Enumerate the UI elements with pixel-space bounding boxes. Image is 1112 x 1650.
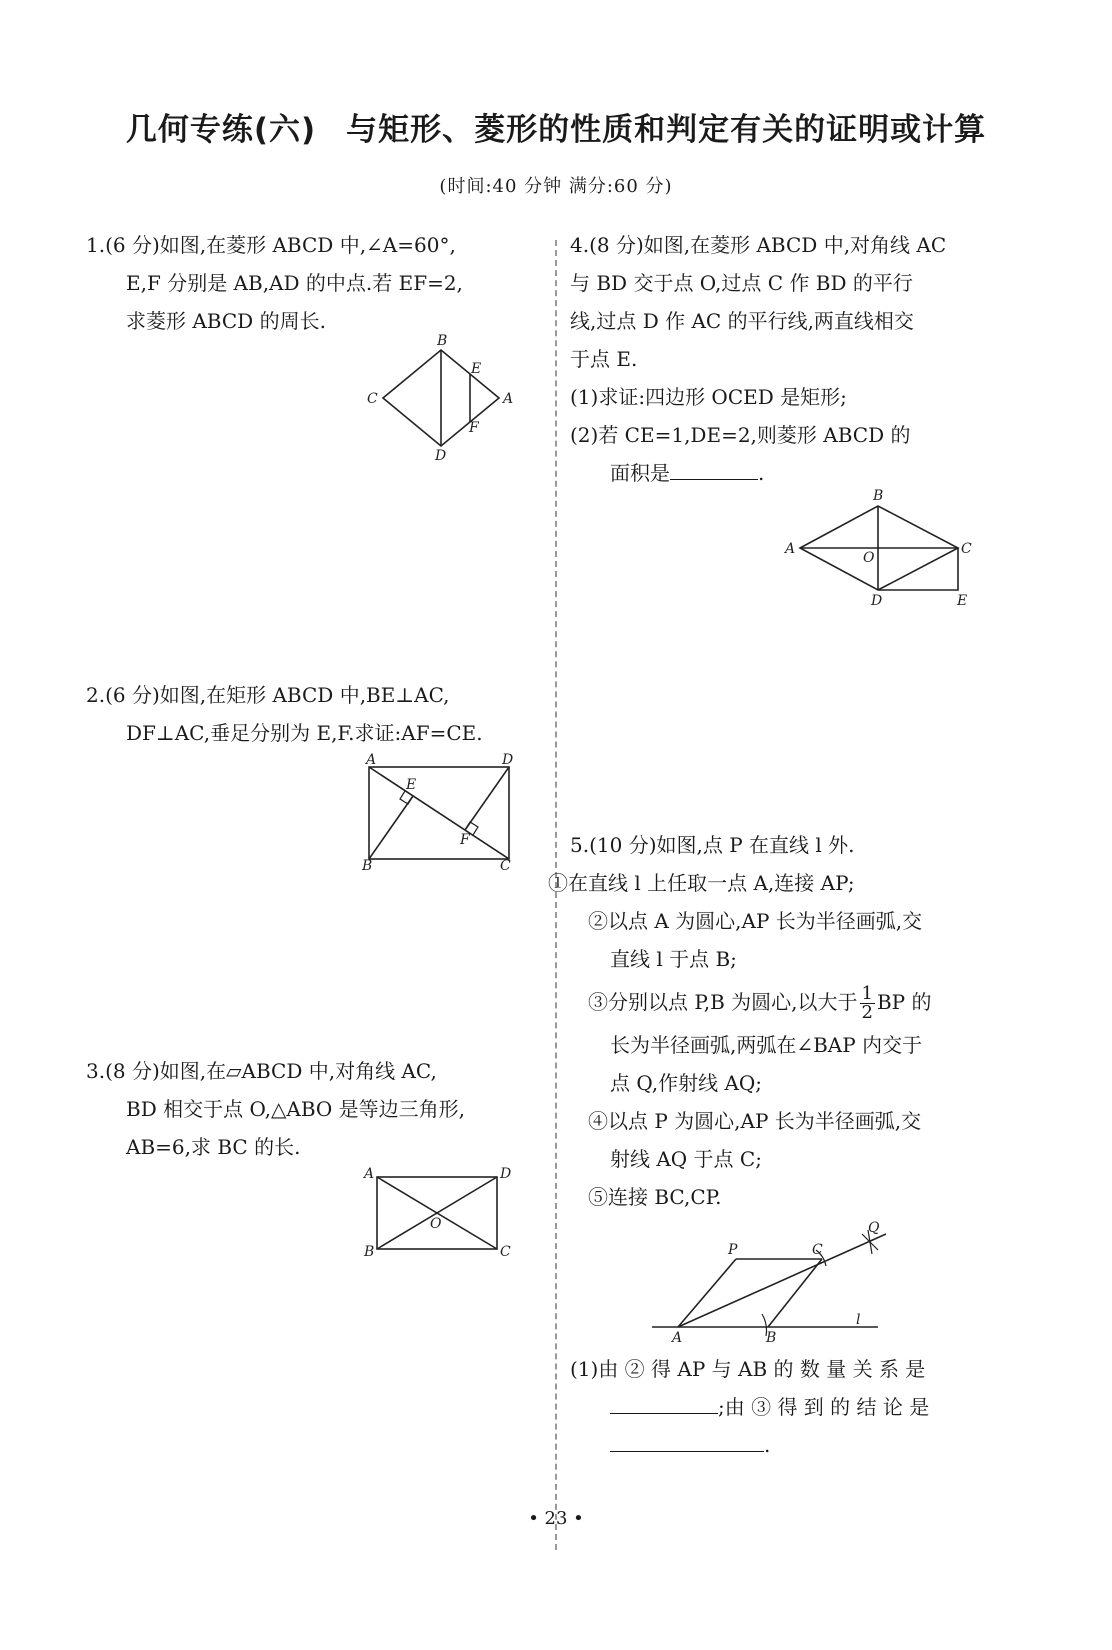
period: . — [758, 461, 765, 485]
label-o: O — [863, 550, 875, 566]
area-label: 面积是 — [610, 461, 670, 485]
problem-2 — [86, 676, 526, 752]
label-b: B — [362, 858, 373, 874]
problem-5-question-1-cont: ;由 ③ 得 到 的 结 论 是 — [570, 1388, 980, 1426]
label-o: O — [430, 1216, 442, 1232]
problem-4-question-2-cont — [570, 454, 980, 492]
answer-blank-conclusion[interactable] — [610, 1450, 764, 1452]
problem-4-line-2: 与 BD 交于点 O,过点 C 作 BD 的平行 — [570, 271, 913, 295]
label-d: D — [500, 1166, 512, 1182]
step-4-cont: 射线 AQ 于点 C; — [610, 1147, 762, 1171]
label-a: A — [672, 1330, 683, 1346]
label-c: C — [500, 1244, 511, 1260]
problem-2-line-2: DF⊥AC,垂足分别为 E,F.求证:AF=CE. — [126, 721, 483, 745]
problem-2-figure — [362, 752, 522, 874]
problem-5-questions — [570, 1350, 980, 1464]
problem-5-figure — [650, 1220, 910, 1350]
label-f: F — [469, 420, 479, 436]
step-5: ⑤连接 BC,CP. — [588, 1185, 722, 1209]
label-f: F — [460, 832, 470, 848]
problem-3-figure — [362, 1168, 522, 1268]
label-e: E — [957, 593, 968, 609]
problem-5 — [548, 826, 980, 1216]
label-a: A — [503, 391, 514, 407]
label-d: D — [435, 448, 447, 464]
label-b: B — [437, 333, 448, 349]
title-left: 几何专练(六) — [125, 112, 317, 148]
label-e: E — [406, 777, 417, 793]
step-1: ①在直线 l 上任取一点 A,连接 AP; — [548, 871, 855, 895]
label-d: D — [502, 752, 514, 768]
problem-1-line-2: E,F 分别是 AB,AD 的中点.若 EF=2, — [126, 271, 463, 295]
label-c: C — [812, 1242, 823, 1258]
answer-blank-relation[interactable] — [610, 1412, 718, 1414]
problem-1 — [86, 226, 526, 340]
problem-4-line-3: 线,过点 D 作 AC 的平行线,两直线相交 — [570, 309, 914, 333]
label-c: C — [367, 391, 378, 407]
problem-4-question-2: (2)若 CE=1,DE=2,则菱形 ABCD 的 — [570, 423, 911, 447]
page-number: • 23 • — [528, 1508, 584, 1529]
step-4: ④以点 P 为圆心,AP 长为半径画弧,交 — [588, 1109, 922, 1133]
problem-1-line-1: 1.(6 分)如图,在菱形 ABCD 中,∠A=60°, — [86, 233, 456, 257]
step-2: ②以点 A 为圆心,AP 长为半径画弧,交 — [588, 909, 923, 933]
problem-4-figure — [785, 490, 985, 610]
fraction-half: $\frac{1}{2}$ — [861, 983, 873, 1023]
step-3-cont-2: 点 Q,作射线 AQ; — [610, 1071, 763, 1095]
problem-4 — [570, 226, 980, 492]
problem-4-line-4: 于点 E. — [570, 347, 638, 371]
step-3-cont-1: 长为半径画弧,两弧在∠BAP 内交于 — [610, 1033, 923, 1057]
problem-5-question-1-end: . — [570, 1426, 980, 1464]
problem-3-line-1: 3.(8 分)如图,在▱ABCD 中,对角线 AC, — [86, 1059, 437, 1083]
problem-1-figure — [365, 333, 525, 464]
problem-4-question-1: (1)求证:四边形 OCED 是矩形; — [570, 385, 847, 409]
title-right: 与矩形、菱形的性质和判定有关的证明或计算 — [346, 112, 987, 148]
label-b: B — [873, 488, 884, 504]
problem-3 — [86, 1052, 526, 1166]
subtitle: (时间:40 分钟 满分:60 分) — [439, 176, 673, 197]
label-a: A — [785, 541, 796, 557]
answer-blank-area[interactable] — [670, 478, 758, 480]
problem-5-question-1: (1)由 ② 得 AP 与 AB 的 数 量 关 系 是 — [570, 1357, 926, 1381]
label-c: C — [961, 541, 972, 557]
label-c: C — [500, 858, 511, 874]
label-e: E — [471, 361, 482, 377]
label-p: P — [728, 1242, 738, 1258]
label-a: A — [366, 752, 377, 768]
problem-3-line-2: BD 相交于点 O,△ABO 是等边三角形, — [126, 1097, 466, 1121]
problem-4-line-1: 4.(8 分)如图,在菱形 ABCD 中,对角线 AC — [570, 233, 947, 257]
label-b: B — [364, 1244, 375, 1260]
label-b: B — [766, 1330, 777, 1346]
label-a: A — [364, 1166, 375, 1182]
step-2-cont: 直线 l 于点 B; — [610, 947, 737, 971]
problem-3-line-3: AB=6,求 BC 的长. — [126, 1135, 301, 1159]
problem-2-line-1: 2.(6 分)如图,在矩形 ABCD 中,BE⊥AC, — [86, 683, 450, 707]
label-d: D — [871, 593, 883, 609]
problem-5-line-1: 5.(10 分)如图,点 P 在直线 l 外. — [570, 833, 855, 857]
label-q: Q — [868, 1220, 880, 1236]
problem-1-line-3: 求菱形 ABCD 的周长. — [126, 309, 326, 333]
step-3: ③分别以点 P,B 为圆心,以大于 $\frac{1}{2}$ BP 的 — [588, 983, 932, 1023]
page-title — [0, 104, 1112, 149]
label-l: l — [856, 1312, 861, 1328]
